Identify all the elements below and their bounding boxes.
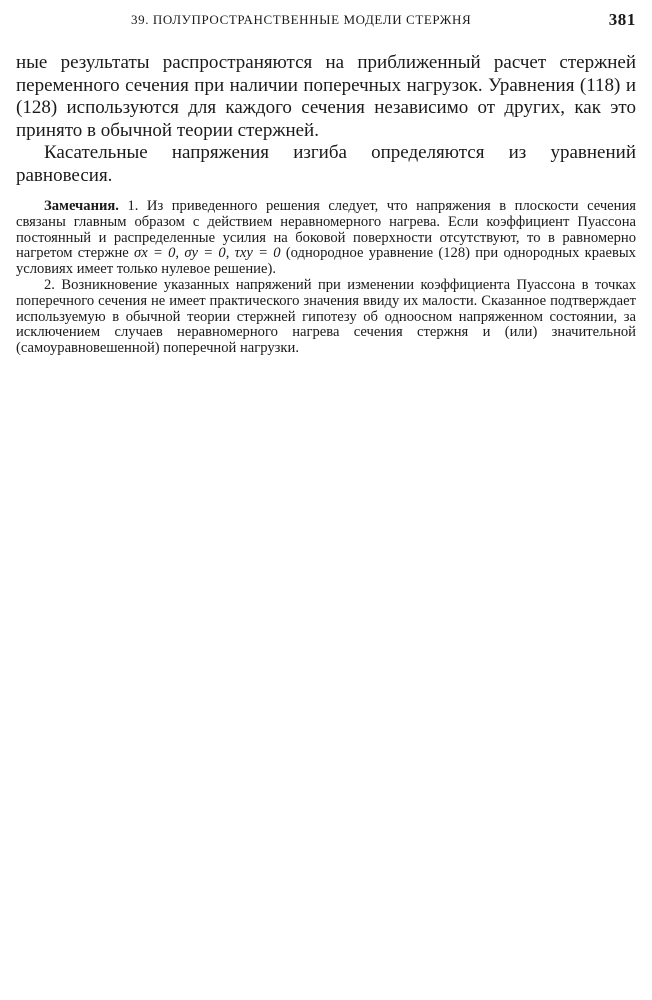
section-title: 39. ПОЛУПРОСТРАНСТВЕННЫЕ МОДЕЛИ СТЕРЖНЯ [131,12,472,27]
remark-2: 2. Возникновение указанных напряжений при изменении коэффициента Пуассона в точках поперечного сечения не имеет практического значения ввиду их малости. Сказанное подтверждает используемую в обычной теории стержней гипотезу об одноосном напряженном состоянии, за исключением случаев неравномерного нагрева сечения стержня и (или) значительной (самоуравновешенной) поперечной нагрузки. [16,276,636,357]
book-page [16,8,636,357]
page-number: 381 [608,10,636,29]
remark-1-text-start: 1. Из приведенного решения следует, что напряжения в плоскости сечения связаны главным образом с действием неравномерного нагрева. Если коэффициент Пуассона постоянный и распределенные усилия на боковой поверхности отсутствуют, то в равномерно нагретом стержне [16,198,636,262]
remarks-section [16,199,636,357]
running-header [16,8,636,30]
remark-1 [16,199,636,278]
main-text [16,52,636,187]
remarks-label: Замечания. [44,198,119,214]
paragraph-2: Касательные напряжения изгиба определяются из уравнений равновесия. [16,142,636,186]
paragraph-1: ные результаты распространяются на приближенный расчет стержней переменного сечения при наличии поперечных нагрузок. Уравнения (118) и (128) используются для каждого сечения независимо от других, как это принято в обычной теории стержней. [16,52,636,141]
remark-1-text-end: (однородное уравнение (128) при однородных краевых условиях имеет только нулевое решение). [16,245,636,278]
stress-equations: σx = 0, σy = 0, τxy = 0 [134,245,281,262]
